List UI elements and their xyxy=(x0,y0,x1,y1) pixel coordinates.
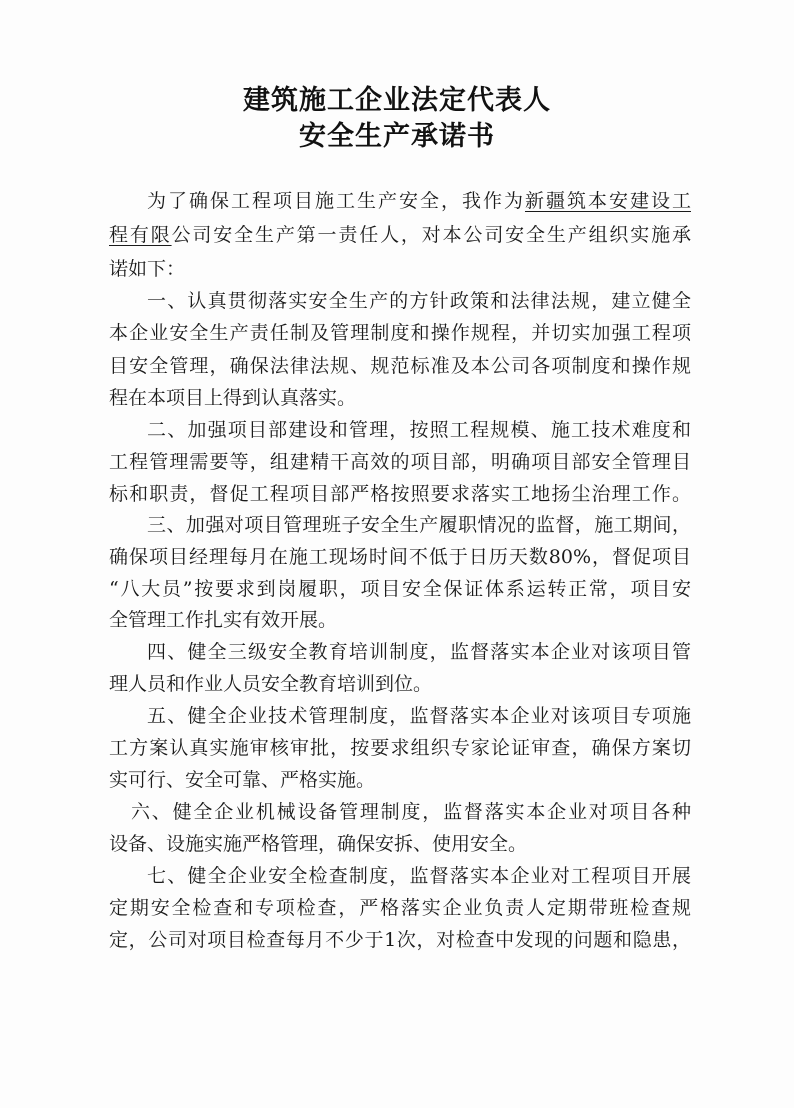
item-1-line-4: 程在本项目上得到认真落实。 xyxy=(109,387,357,409)
company-name-part-2: 程有限 xyxy=(109,224,172,246)
item-2-line-2: 工程管理需要等，组建精干高效的项目部，明确项目部安全管理目 xyxy=(109,451,691,473)
line-1-text: 为了确保工程项目施工生产安全，我作为 xyxy=(147,190,525,212)
text-line-3: 诺如下： xyxy=(109,258,186,280)
item-3-line-2: 确保项目经理每月在施工现场时间不低于日历天数80%，督促项目 xyxy=(109,546,691,568)
item-3-line-3: “八大员”按要求到岗履职，项目安全保证体系运转正常，项目安 xyxy=(109,578,691,600)
text-line-1 xyxy=(147,184,691,218)
item-1-line-3: 目安全管理，确保法律法规、规范标准及本公司各项制度和操作规 xyxy=(109,355,691,377)
item-2-line-3: 标和职责，督促工程项目部严格按照要求落实工地扬尘治理工作。 xyxy=(109,483,691,505)
item-5-line-3: 实可行、安全可靠、严格实施。 xyxy=(109,769,376,791)
item-7-line-3: 定，公司对项目检查每月不少于1次，对检查中发现的问题和隐患， xyxy=(109,929,691,951)
document-title-line-2: 安全生产承诺书 xyxy=(299,121,495,152)
item-1-line-1: 一、认真贯彻落实安全生产的方针政策和法律法规，建立健全 xyxy=(147,290,691,312)
item-1-line-2: 本企业安全生产责任制及管理制度和操作规程，并切实加强工程项 xyxy=(109,322,691,344)
text-line-2 xyxy=(109,218,691,252)
item-2-line-1: 二、加强项目部建设和管理，按照工程规模、施工技术难度和 xyxy=(147,419,691,441)
item-3-line-4: 全管理工作扎实有效开展。 xyxy=(109,609,338,631)
company-name-part-1: 新疆筑本安建设工 xyxy=(524,190,691,212)
item-4-line-2: 理人员和作业人员安全教育培训到位。 xyxy=(109,673,433,695)
item-3-line-1: 三、加强对项目管理班子安全生产履职情况的监督，施工期间， xyxy=(147,514,691,536)
line-2-text: 公司安全生产第一责任人，对本公司安全生产组织实施承 xyxy=(171,224,691,246)
item-7-line-1: 七、健全企业安全检查制度，监督落实本企业对工程项目开展 xyxy=(147,865,691,887)
item-5-line-1: 五、健全企业技术管理制度，监督落实本企业对该项目专项施 xyxy=(147,705,691,727)
item-6-line-2: 设备、设施实施严格管理，确保安拆、使用安全。 xyxy=(109,833,528,855)
item-5-line-2: 工方案认真实施审核审批，按要求组织专家论证审查，确保方案切 xyxy=(109,737,691,759)
document-title-line-1: 建筑施工企业法定代表人 xyxy=(243,85,551,116)
item-4-line-1: 四、健全三级安全教育培训制度，监督落实本企业对该项目管 xyxy=(147,641,691,663)
item-6-line-1: 六、健全企业机械设备管理制度，监督落实本企业对项目各种 xyxy=(131,801,691,823)
item-7-line-2: 定期安全检查和专项检查，严格落实企业负责人定期带班检查规 xyxy=(109,897,691,919)
